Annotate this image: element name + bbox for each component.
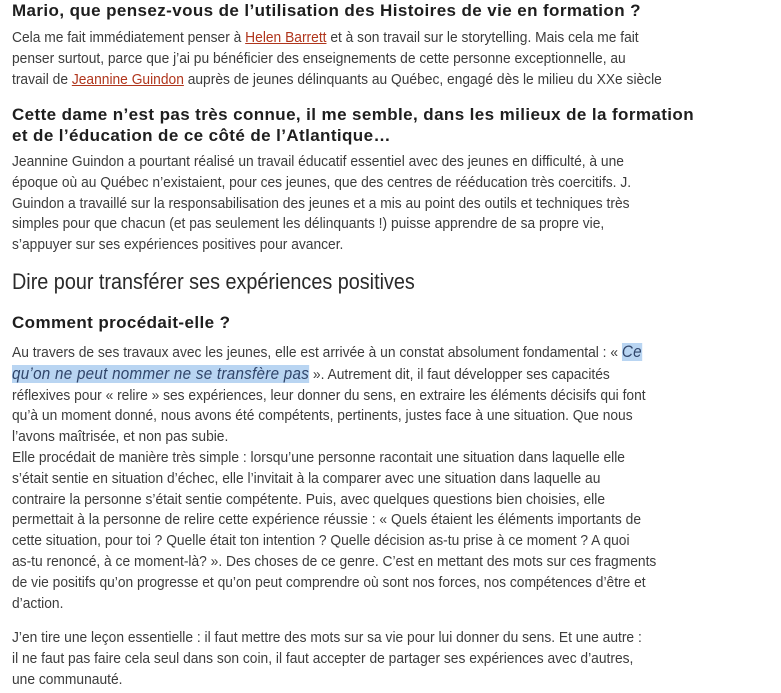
paragraph-1 (12, 28, 662, 90)
paragraph-2: Jeannine Guindon a pourtant réalisé un travail éducatif essentiel avec des jeunes en difficulté, à une époque où au Québec n’existaient, pour ces jeunes, que des centres de rééducation très coercitifs. J. Guindon a travaillé sur la responsabilisation des jeunes et a mis au point des outils et techniques très simples pour que chacun (et pas seulement les délinquants !) puisse apprendre de sa propre vie, s’appuyer sur ses expériences positives pour avancer. (12, 153, 632, 254)
question-heading-3: Comment procédait-elle ? (12, 313, 231, 332)
paragraph-1-line-3: travail de Jeannine Guindon auprès de jeunes délinquants au Québec, engagé dès le milieu du XXe siècle (12, 70, 662, 88)
question-heading-2: Cette dame n’est pas très connue, il me semble, dans les milieux de la formation et de l’éducation de ce côté de l’Atlantique… (12, 105, 694, 145)
section-title: Dire pour transférer ses expériences positives (12, 269, 415, 294)
paragraph-1-line-1: Cela me fait immédiatement penser à Helen Barrett et à son travail sur le storytelling. Mais cela me fait (12, 29, 639, 46)
jeannine-guindon-link[interactable]: Jeannine Guindon (71, 70, 184, 88)
paragraph-3-line-2: qu’on ne peut nommer ne se transfère pas ». Autrement dit, il faut développer ses capacités (12, 364, 610, 383)
helen-barrett-link[interactable]: Helen Barrett (245, 29, 327, 46)
paragraph-4: J’en tire une leçon essentielle : il faut mettre des mots sur sa vie pour lui donner du sens. Et une autre : il ne faut pas faire cela seul dans son coin, il faut accepter de partager ses expériences avec d’autres, une communauté. (12, 629, 642, 688)
paragraph-1-line-2: penser surtout, parce que j’ai pu bénéficier des enseignements de cette personne exceptionnelle, au (12, 49, 626, 67)
question-heading-1: Mario, que pensez-vous de l’utilisation des Histoires de vie en formation ? (12, 1, 641, 20)
highlighted-quote-part-1: Ce (621, 343, 642, 361)
highlighted-quote-part-2: qu’on ne peut nommer ne se transfère pas (12, 364, 310, 383)
paragraph-3-line-1: Au travers de ses travaux avec les jeunes, elle est arrivée à un constat absolument fondamental : « Ce (12, 343, 642, 361)
paragraph-3: Au travers de ses travaux avec les jeunes, elle est arrivée à un constat absolument fondamental : « Ce qu’on ne peut nommer ne se transfère pas ». Autrement dit, il faut développer ses capacités réflexives pour « relire » ses expériences, leur donner du sens, en extraire les éléments décisifs qui font qu’à un moment donné, nous avons été compétents, pertinents, justes face à une situation. Que nous l’avons maîtrisée, et non pas subie. Elle procédait de manière très simple : lorsqu’une personne racontait une situation dans laquelle elle s’était sentie en situation d’échec, elle l’invitait à la comparer avec une situation dans laquelle au contraire la personne s’était sentie compétente. Puis, avec quelques questions bien choisies, elle permettait à la personne de relire cette expérience réussie : « Quels étaient les éléments importants de cette situation, pour toi ? Quelle était ton intention ? Quelle décision as-tu prise à ce moment ? A quoi as-tu renoncé, à ce moment-là? ». Des choses de ce genre. C’est en mettant des mots sur ces fragments de vie positifs qu’on progresse et qu’on peut comprendre où sont nos forces, nos compétences d’être et d’action. (12, 343, 657, 612)
